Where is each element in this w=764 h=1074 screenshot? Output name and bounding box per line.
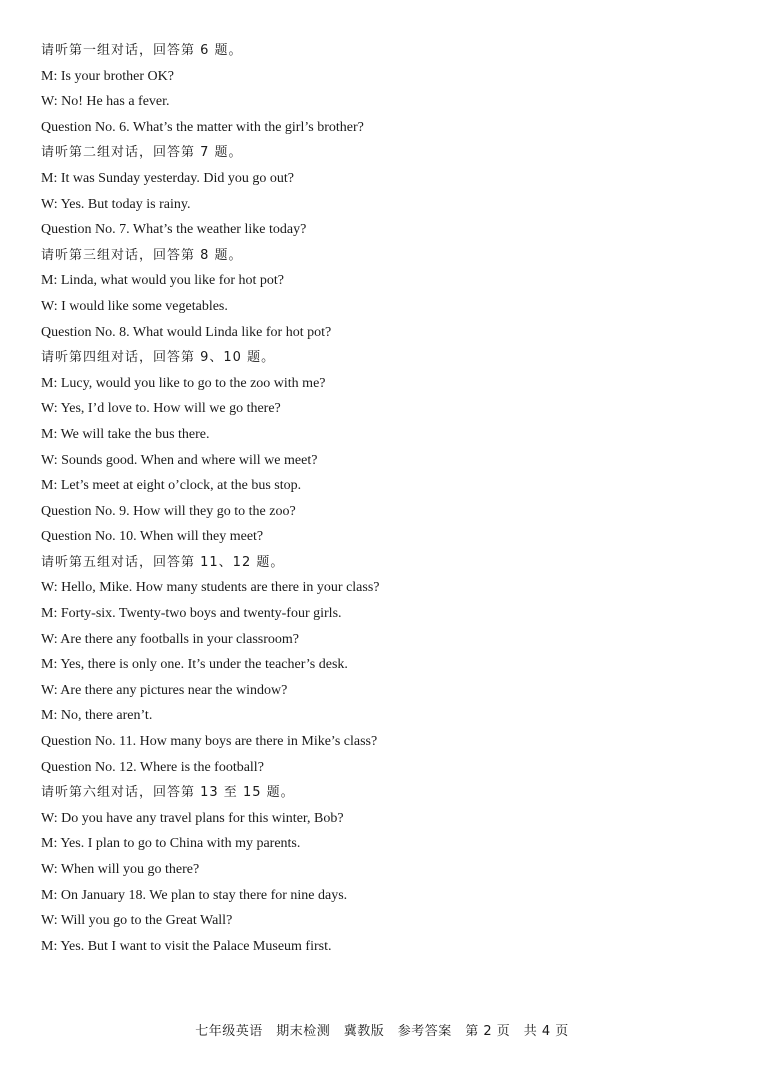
dialogue-line: W: Yes. But today is rainy. <box>41 196 191 212</box>
section-instruction: 请听第二组对话，回答第 7 题。 <box>41 145 243 161</box>
dialogue-line: W: Yes, I’d love to. How will we go there? <box>41 401 281 417</box>
question-line: Question No. 6. What’s the matter with the girl’s brother? <box>41 119 364 135</box>
dialogue-line: M: Yes. I plan to go to China with my parents. <box>41 836 301 852</box>
dialogue-line: W: When will you go there? <box>41 862 200 877</box>
dialogue-line: W: Hello, Mike. How many students are there in your class? <box>41 580 380 596</box>
section-instruction: 请听第六组对话，回答第 13 至 15 题。 <box>41 785 295 801</box>
question-line: Question No. 11. How many boys are there in Mike’s class? <box>41 734 378 750</box>
dialogue-line: W: Are there any pictures near the window? <box>41 682 288 698</box>
dialogue-line: M: Forty-six. Twenty-two boys and twenty-four girls. <box>41 606 342 622</box>
transcript-lines <box>41 38 741 959</box>
dialogue-line: M: Let’s meet at eight o’clock, at the bus stop. <box>41 478 302 494</box>
section-instruction: 请听第一组对话，回答第 6 题。 <box>41 43 243 58</box>
dialogue-line: M: Linda, what would you like for hot pot? <box>41 273 285 289</box>
dialogue-line: M: Yes, there is only one. It’s under the teacher’s desk. <box>41 657 348 673</box>
dialogue-line: W: Are there any footballs in your classroom? <box>41 631 300 647</box>
page-footer: 七年级英语 期末检测 冀教版 参考答案 第 2 页 共 4 页 <box>195 1024 569 1039</box>
question-line: Question No. 8. What would Linda like for hot pot? <box>41 324 332 340</box>
dialogue-line: W: I would like some vegetables. <box>41 298 228 314</box>
dialogue-line: M: We will take the bus there. <box>41 426 210 442</box>
dialogue-line: W: No! He has a fever. <box>41 94 170 110</box>
question-line: Question No. 12. Where is the football? <box>41 759 264 775</box>
question-line: Question No. 9. How will they go to the zoo? <box>41 503 296 519</box>
question-line: Question No. 7. What’s the weather like today? <box>41 222 307 238</box>
dialogue-line: M: It was Sunday yesterday. Did you go out? <box>41 170 294 186</box>
dialogue-line: M: No, there aren’t. <box>41 708 153 724</box>
question-line: Question No. 10. When will they meet? <box>41 529 264 545</box>
dialogue-line: M: Lucy, would you like to go to the zoo with me? <box>41 375 326 391</box>
section-instruction: 请听第三组对话，回答第 8 题。 <box>41 247 243 263</box>
dialogue-line: M: Is your brother OK? <box>41 68 174 84</box>
dialogue-line: W: Will you go to the Great Wall? <box>41 913 233 929</box>
dialogue-line: W: Sounds good. When and where will we meet? <box>41 452 318 468</box>
section-instruction: 请听第五组对话，回答第 11、12 题。 <box>41 554 285 570</box>
dialogue-line: M: On January 18. We plan to stay there for nine days. <box>41 887 348 903</box>
section-instruction: 请听第四组对话，回答第 9、10 题。 <box>41 350 276 366</box>
dialogue-line: M: Yes. But I want to visit the Palace Museum first. <box>41 938 332 954</box>
dialogue-line: W: Do you have any travel plans for this winter, Bob? <box>41 810 344 826</box>
